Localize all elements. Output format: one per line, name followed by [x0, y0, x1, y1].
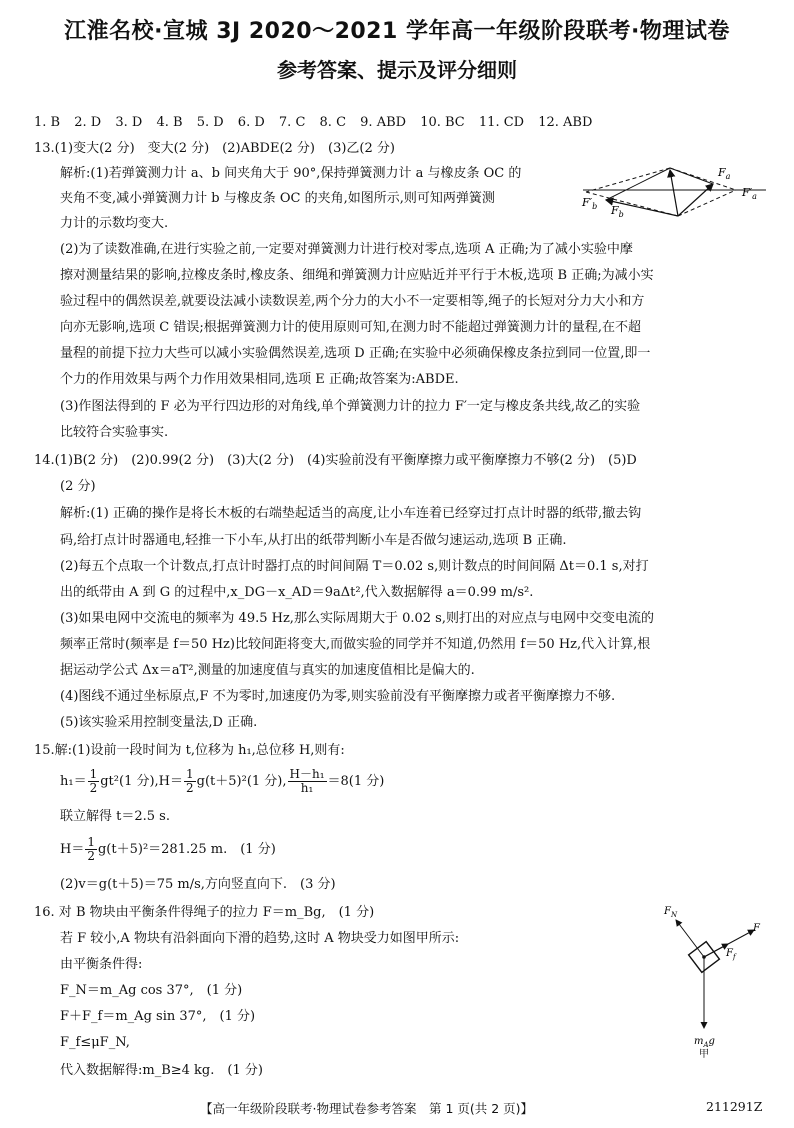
answer-4: 4. B	[156, 115, 183, 130]
answer-7: 7. C	[278, 115, 306, 130]
q14-text: (3)如果电网中交流电的频率为 49.5 Hz,那么实际周期大于 0.02 s,则打出的对应点与电网中交变电流的	[60, 611, 654, 626]
label-fa: $F_a$	[718, 166, 731, 181]
q14-answer: 14.(1)B(2 分) (2)0.99(2 分) (3)大(2 分) (4)实验前没有平衡摩擦力或平衡摩擦力不够(2 分) (5)D	[34, 453, 637, 468]
dashed-force-fa2	[678, 190, 736, 216]
eq-part: g(t＋5)²＝281.25 m. (1 分)	[97, 842, 276, 857]
answer-12: 12. ABD	[538, 115, 593, 130]
label-fa-prime: $F'_a$	[742, 186, 757, 201]
q14-text: 频率正常时(频率是 f＝50 Hz)比较间距将变大,而做实验的同学并不知道,仍然用 f＝50 Hz,代入计算,根	[60, 637, 651, 652]
q14-text: 据运动学公式 Δx＝aT²,测量的加速度值与真实的加速度值相比是偏大的.	[60, 663, 475, 678]
q13-text: 个力的作用效果与两个力作用效果相同,选项 E 正确;故答案为:ABDE.	[60, 372, 459, 387]
q13-text: 向亦无影响,选项 C 错误;根据弹簧测力计的使用原则可知,在测力时不能超过弹簧测力计的量程,在不超	[60, 320, 641, 335]
label-fn: $F_N$	[664, 906, 678, 919]
page-title: 江淮名校·宣城 3J 2020～2021 学年高一年级阶段联考·物理试卷	[64, 19, 730, 44]
eq-part: g(t＋5)²(1 分),	[196, 774, 287, 789]
q13-text: 量程的前提下拉力大些可以减小实验偶然误差,选项 D 正确;在实验中必须确保橡皮条拉到同一位置,即一	[60, 346, 651, 361]
q15-equation-1	[60, 768, 384, 796]
page-subtitle: 参考答案、提示及评分细则	[277, 58, 517, 82]
resultant-arrow	[670, 170, 678, 216]
dashed-force-fb2	[586, 192, 678, 216]
q16-text: 代入数据解得:m_B≥4 kg. (1 分)	[60, 1063, 263, 1078]
q15-text: 联立解得 t＝2.5 s.	[60, 809, 170, 824]
eq-part: H＝	[60, 842, 85, 857]
footer-page-info: 【高一年级阶段联考·物理试卷参考答案 第 1 页(共 2 页)】	[200, 1101, 534, 1116]
answer-1: 1. B	[34, 115, 61, 130]
fraction-half: $\frac{1}{2}$	[186, 767, 194, 795]
q14-text: 解析:(1) 正确的操作是将长木板的右端垫起适当的高度,让小车连着已经穿过打点计时器的纸带,撤去钩	[60, 506, 642, 521]
parallelogram-side	[670, 168, 713, 184]
fraction-ratio: $\frac{\text{H－h₁}}{\text{h₁}}$	[289, 767, 325, 795]
label-fb-prime: $F'_b$	[582, 196, 598, 211]
answer-6: 6. D	[237, 115, 265, 130]
answer-9: 9. ABD	[360, 115, 407, 130]
q13-text: 解析:(1)若弹簧测力计 a、b 间夹角大于 90°,保持弹簧测力计 a 与橡皮条 OC 的	[60, 166, 522, 181]
q16-text: 若 F 较小,A 物块有沿斜面向下滑的趋势,这时 A 物块受力如图甲所示:	[60, 931, 460, 946]
q15-text: 15.解:(1)设前一段时间为 t,位移为 h₁,总位移 H,则有:	[34, 743, 345, 758]
q14-answer-cont: (2 分)	[60, 479, 96, 494]
answer-8: 8. C	[319, 115, 347, 130]
q16-text: 16. 对 B 物块由平衡条件得绳子的拉力 F＝m_Bg, (1 分)	[34, 905, 375, 920]
dashed-side	[586, 168, 670, 192]
q14-text: 出的纸带由 A 到 G 的过程中,x_DG－x_AD＝9aΔt²,代入数据解得 a＝0.99 m/s².	[60, 585, 534, 600]
q15-text: (2)v＝g(t＋5)＝75 m/s,方向竖直向下. (3 分)	[60, 877, 336, 892]
q16-text: 由平衡条件得:	[60, 957, 143, 972]
q13-text: (3)作图法得到的 F 必为平行四边形的对角线,单个弹簧测力计的拉力 F′一定与橡皮条共线,故乙的实验	[60, 399, 641, 414]
label-ff: $F_f$	[726, 948, 736, 961]
figure-caption: 甲	[699, 1049, 709, 1060]
eq-part: gt²(1 分),H＝	[100, 774, 184, 789]
q16-text: F＋F_f＝m_Ag sin 37°, (1 分)	[60, 1009, 256, 1024]
answer-10: 10. BC	[420, 115, 465, 130]
block-force-diagram	[656, 898, 766, 1060]
answer-3: 3. D	[115, 115, 143, 130]
q14-text: (5)该实验采用控制变量法,D 正确.	[60, 715, 258, 730]
choice-answers	[34, 114, 602, 132]
answer-11: 11. CD	[478, 115, 525, 130]
answer-5: 5. D	[196, 115, 224, 130]
q13-text: 验过程中的偶然误差,就要设法减小读数误差,两个分力的大小不一定要相等,绳子的长短对分力大小和方	[60, 294, 645, 309]
q13-text: 力计的示数均变大.	[60, 216, 169, 231]
eq-part: ＝8(1 分)	[327, 774, 385, 789]
q16-text: F_N＝m_Ag cos 37°, (1 分)	[60, 983, 243, 998]
q14-text: (2)每五个点取一个计数点,打点计时器打点的时间间隔 T＝0.02 s,则计数点的时间间隔 Δt＝0.1 s,对打	[60, 559, 649, 574]
q13-text: 擦对测量结果的影响,拉橡皮条时,橡皮条、细绳和弹簧测力计应贴近并平行于木板,选项 B 正确;为减小实	[60, 268, 654, 283]
force-fn-arrow	[676, 920, 704, 957]
force-parallelogram-figure	[578, 160, 768, 222]
q13-text: 比较符合实验事实.	[60, 425, 169, 440]
fraction-half: $\frac{1}{2}$	[89, 767, 98, 795]
fraction-half: $\frac{1}{2}$	[87, 835, 95, 863]
answer-2: 2. D	[74, 115, 102, 130]
label-f: F	[753, 923, 760, 934]
label-fb: $F_b$	[611, 204, 624, 219]
q13-answer: 13.(1)变大(2 分) 变大(2 分) (2)ABDE(2 分) (3)乙(2 分)	[34, 141, 395, 156]
q14-text: 码,给打点计时器通电,轻推一下小车,从打出的纸带判断小车是否做匀速运动,选项 B 正确.	[60, 533, 567, 548]
q15-equation-2	[60, 836, 276, 864]
label-mag: $m_Ag$	[694, 1036, 715, 1049]
q14-text: (4)图线不通过坐标原点,F 不为零时,加速度仍为零,则实验前没有平衡摩擦力或者平衡摩擦力不够.	[60, 689, 616, 704]
q13-text: 夹角不变,减小弹簧测力计 b 与橡皮条 OC 的夹角,如图所示,则可知两弹簧测	[60, 191, 495, 206]
force-fa-arrow	[678, 184, 713, 216]
q16-text: F_f≤μF_N,	[60, 1035, 130, 1050]
footer-code: 211291Z	[706, 1099, 763, 1114]
eq-part: h₁＝	[60, 774, 87, 789]
q13-text: (2)为了读数准确,在进行实验之前,一定要对弹簧测力计进行校对零点,选项 A 正确;为了减小实验中摩	[60, 242, 633, 257]
